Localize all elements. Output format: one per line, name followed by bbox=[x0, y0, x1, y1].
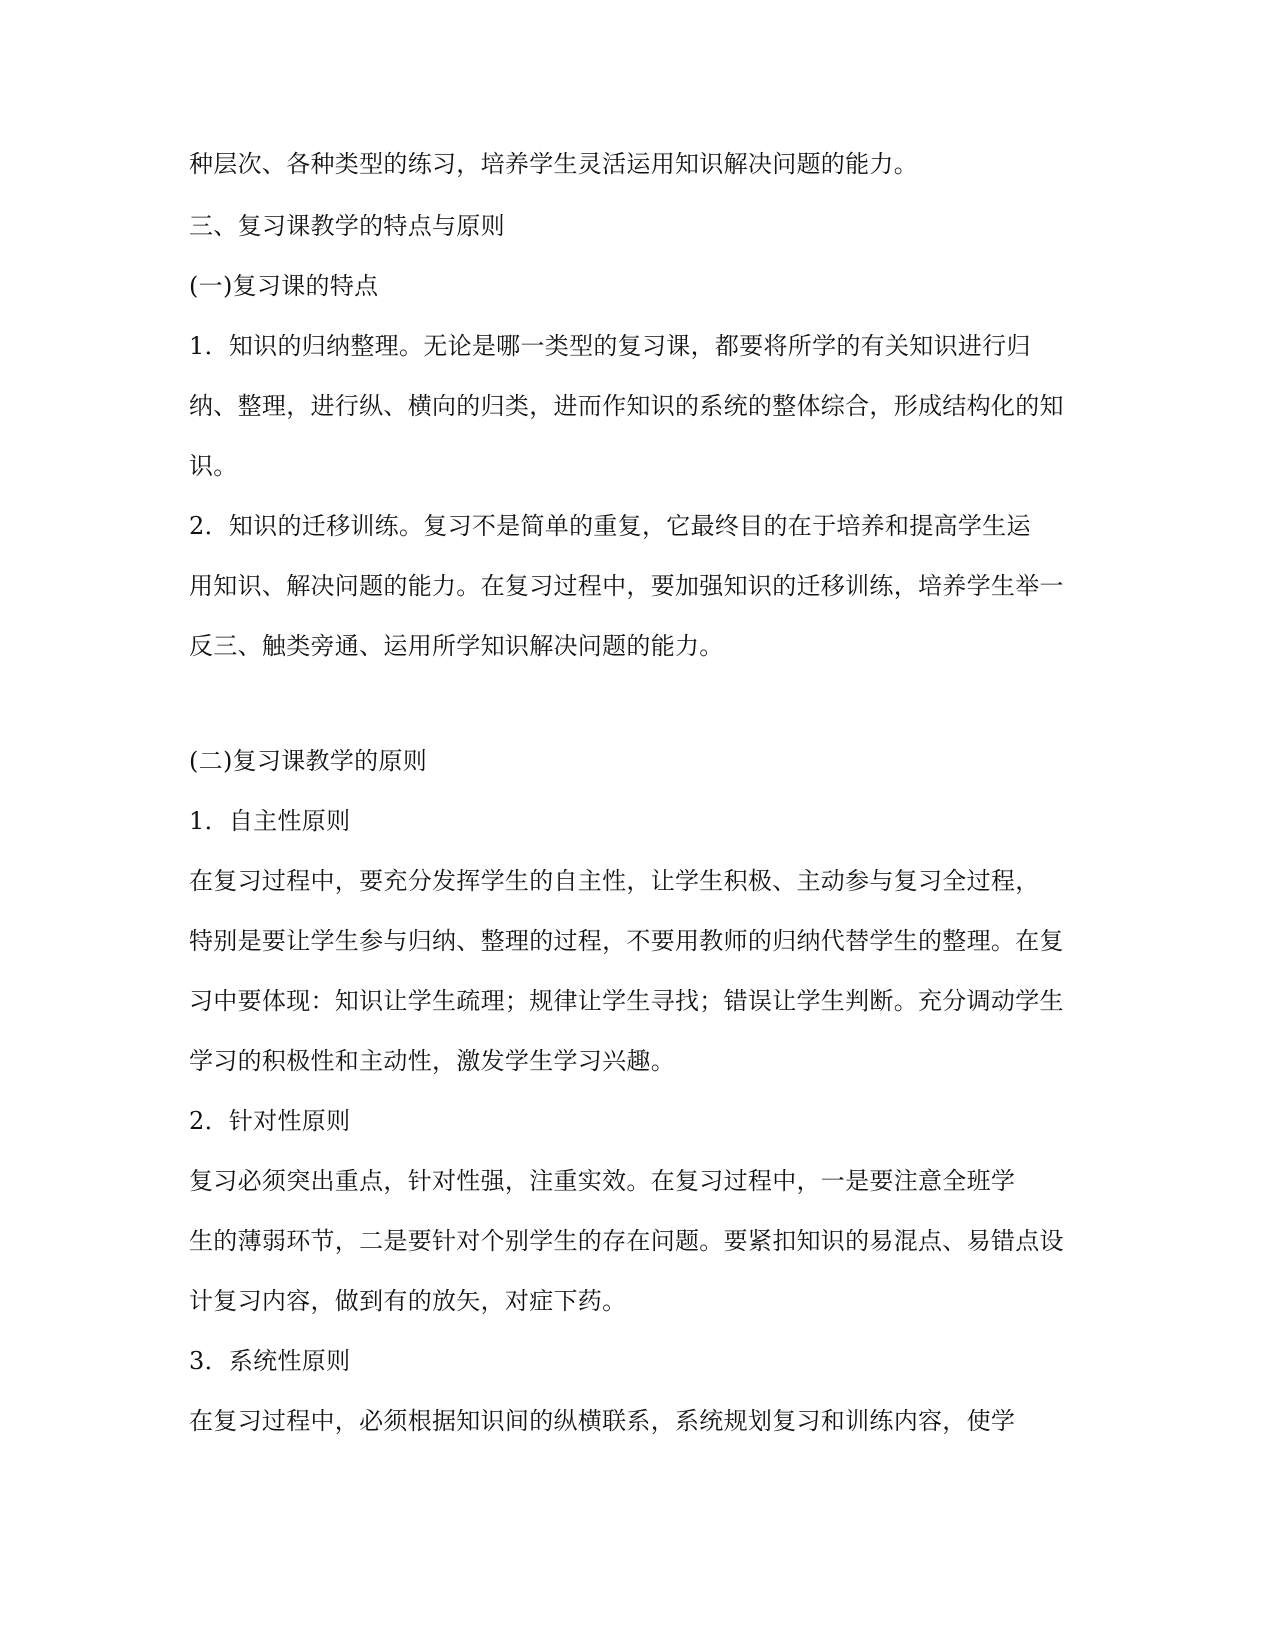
principle-heading: 2．针对性原则 bbox=[189, 1107, 351, 1135]
subsection-heading: (一)复习课的特点 bbox=[189, 272, 379, 300]
subsection-heading: (二)复习课教学的原则 bbox=[189, 747, 428, 775]
paragraph-line: 种层次、各种类型的练习，培养学生灵活运用知识解决问题的能力。 bbox=[189, 150, 918, 178]
paragraph-line: 反三、触类旁通、运用所学知识解决问题的能力。 bbox=[189, 632, 724, 660]
paragraph-line: 在复习过程中，要充分发挥学生的自主性，让学生积极、主动参与复习全过程， bbox=[189, 867, 1040, 895]
paragraph-line: 纳、整理，进行纵、横向的归类，进而作知识的系统的整体综合，形成结构化的知 bbox=[189, 392, 1064, 420]
paragraph-line: 复习必须突出重点，针对性强，注重实效。在复习过程中，一是要注意全班学 bbox=[189, 1167, 1016, 1195]
principle-heading: 3．系统性原则 bbox=[189, 1347, 351, 1375]
paragraph-line: 学习的积极性和主动性，激发学生学习兴趣。 bbox=[189, 1047, 675, 1075]
paragraph-line: 生的薄弱环节，二是要针对个别学生的存在问题。要紧扣知识的易混点、易错点设 bbox=[189, 1227, 1064, 1255]
section-heading: 三、复习课教学的特点与原则 bbox=[189, 212, 505, 240]
paragraph-line: 习中要体现：知识让学生疏理；规律让学生寻找；错误让学生判断。充分调动学生 bbox=[189, 987, 1064, 1015]
paragraph-line: 2．知识的迁移训练。复习不是简单的重复，它最终目的在于培养和提高学生运 bbox=[189, 512, 1031, 540]
principle-heading: 1．自主性原则 bbox=[189, 807, 351, 835]
paragraph-line: 特别是要让学生参与归纳、整理的过程，不要用教师的归纳代替学生的整理。在复 bbox=[189, 927, 1064, 955]
paragraph-line: 在复习过程中，必须根据知识间的纵横联系，系统规划复习和训练内容，使学 bbox=[189, 1407, 1016, 1435]
paragraph-line: 用知识、解决问题的能力。在复习过程中，要加强知识的迁移训练，培养学生举一 bbox=[189, 572, 1064, 600]
paragraph-line: 计复习内容，做到有的放矢，对症下药。 bbox=[189, 1287, 627, 1315]
paragraph-line: 1．知识的归纳整理。无论是哪一类型的复习课，都要将所学的有关知识进行归 bbox=[189, 332, 1031, 360]
paragraph-line: 识。 bbox=[189, 452, 238, 480]
